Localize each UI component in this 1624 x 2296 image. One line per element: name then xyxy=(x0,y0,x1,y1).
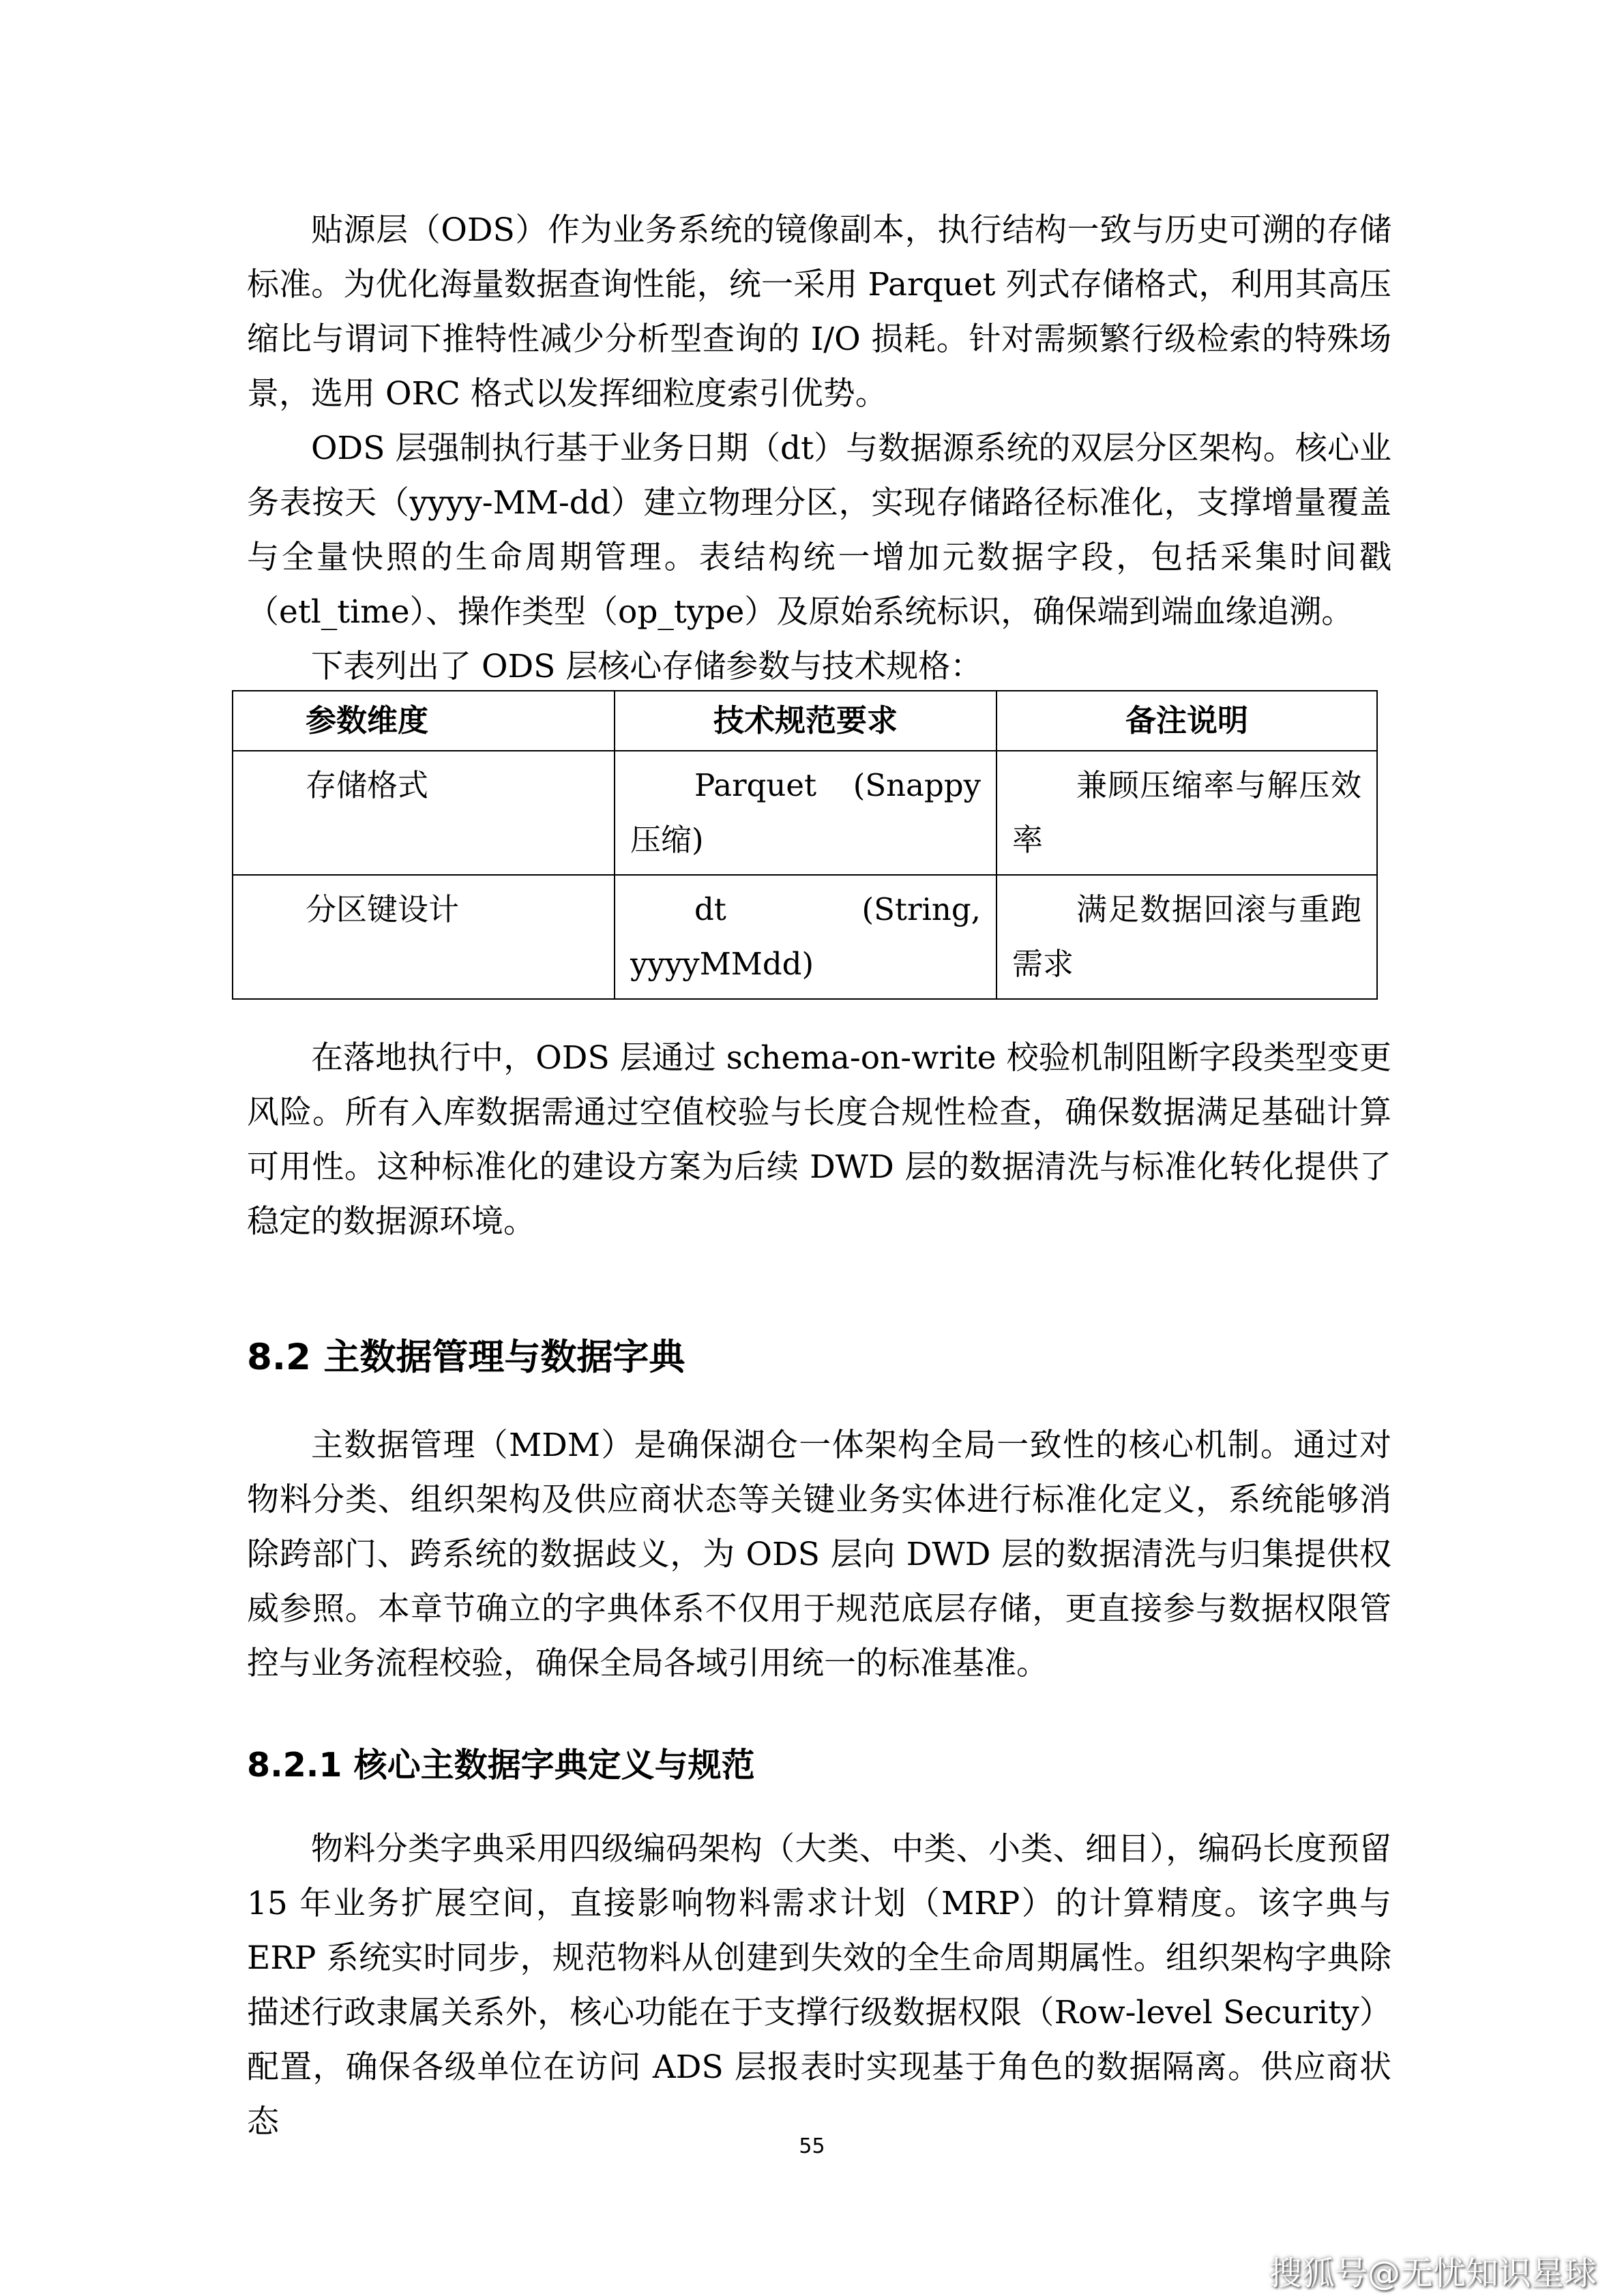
section-heading-8-2-1: 8.2.1 核心主数据字典定义与规范 xyxy=(247,1746,755,1785)
paragraph-ods-overview: 贴源层（ODS）作为业务系统的镜像副本，执行结构一致与历史可溯的存储标准。为优化海量数据查询性能，统一采用 Parquet 列式存储格式，利用其高压缩比与谓词下推特性减少分析型查询的 I/O 损耗。针对需频繁行级检索的特殊场景，选用 ORC 格式以发挥细粒度索引优势。 xyxy=(247,211,1391,413)
header-cell: 参数维度 xyxy=(233,691,615,751)
header-cell: 技术规范要求 xyxy=(615,691,996,751)
table-cell: 兼顾压缩率与解压效率 xyxy=(996,751,1377,875)
ods-parameter-table xyxy=(232,690,1378,1000)
header-cell: 备注说明 xyxy=(996,691,1377,751)
paragraph-ods-partition: ODS 层强制执行基于业务日期（dt）与数据源系统的双层分区架构。核心业务表按天（yyyy-MM-dd）建立物理分区，实现存储路径标准化，支撑增量覆盖与全量快照的生命周期管理。表结构统一增加元数据字段，包括采集时间戳（etl_time）、操作类型（op_type）及原始系统标识，确保端到端血缘追溯。 xyxy=(247,430,1391,631)
table-row xyxy=(233,875,1377,999)
watermark: 搜狐号@无忧知识星球 xyxy=(1269,2254,1597,2293)
table-row xyxy=(233,751,1377,875)
section-heading-8-2: 8.2 主数据管理与数据字典 xyxy=(247,1337,685,1378)
paragraph-mdm-intro: 主数据管理（MDM）是确保湖仓一体架构全局一致性的核心机制。通过对物料分类、组织架构及供应商状态等关键业务实体进行标准化定义，系统能够消除跨部门、跨系统的数据歧义，为 ODS 层向 DWD 层的数据清洗与归集提供权威参照。本章节确立的字典体系不仅用于规范底层存储，更直接参与数据权限管控与业务流程校验，确保全局各域引用统一的标准基准。 xyxy=(247,1427,1391,1682)
page-number: 55 xyxy=(799,2134,825,2158)
table-intro: 下表列出了 ODS 层核心存储参数与技术规格： xyxy=(311,648,983,685)
table-cell: dt (String, yyyyMMdd) xyxy=(615,875,996,999)
paragraph-dictionary-definition: 物料分类字典采用四级编码架构（大类、中类、小类、细目），编码长度预留 15 年业务扩展空间，直接影响物料需求计划（MRP）的计算精度。该字典与 ERP 系统实时同步，规范物料从创建到失效的全生命周期属性。组织架构字典除描述行政隶属关系外，核心功能在于支撑行级数据权限（Row-level Security）配置，确保各级单位在访问 ADS 层报表时实现基于角色的数据隔离。供应商状态 xyxy=(247,1830,1391,2141)
table-cell: Parquet (Snappy 压缩) xyxy=(615,751,996,875)
table-cell: 分区键设计 xyxy=(233,875,615,999)
table-cell: 存储格式 xyxy=(233,751,615,875)
table-cell: 满足数据回滚与重跑需求 xyxy=(996,875,1377,999)
paragraph-ods-validation: 在落地执行中，ODS 层通过 schema-on-write 校验机制阻断字段类型变更风险。所有入库数据需通过空值校验与长度合规性检查，确保数据满足基础计算可用性。这种标准化的建设方案为后续 DWD 层的数据清洗与标准化转化提供了稳定的数据源环境。 xyxy=(247,1039,1391,1240)
table-header-row xyxy=(233,691,1377,751)
